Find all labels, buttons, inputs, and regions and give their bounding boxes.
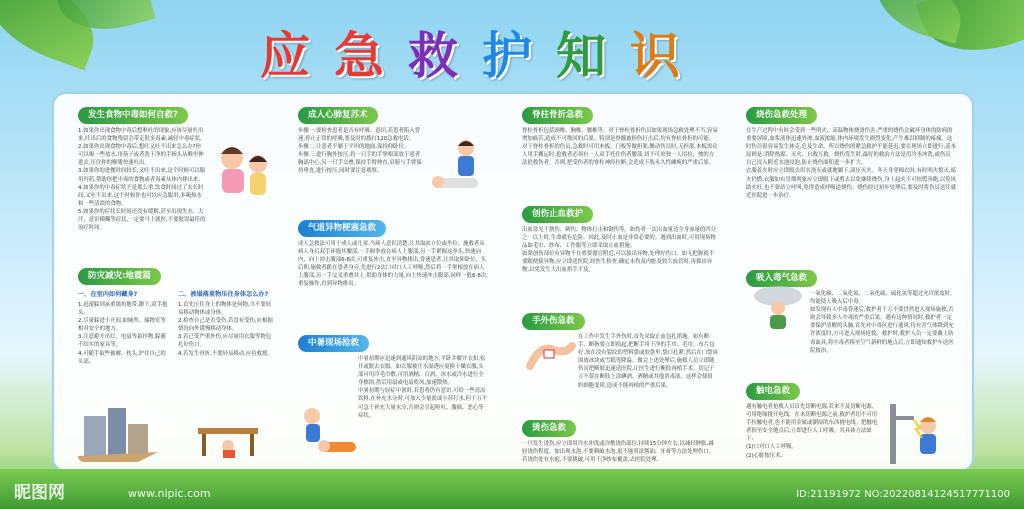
cpr-illustration bbox=[430, 136, 488, 196]
column-food-earthquake bbox=[78, 102, 274, 371]
watermark-logo: 昵图网 bbox=[14, 483, 65, 503]
heatstroke-text: 中暑初期应迅速到通风阴凉的地方,平卧并解开衣扣,松开或脱去衣服。如衣服被汗水湿透应更换干燥衣服,头部可用冷毛巾敷,可用酒精、白酒、冰水或冷水进行全身擦浴,然后用扇或电扇吹风,加速散热。 中暑初期与轻症中暑时,若患者仍有意识,可给一些清凉饮料,在补充水分时,可加入少量盐或小苏打水,但千万不可急于补充大量水分,否则会引起呕吐、腹痛、恶心等症状。 bbox=[358, 356, 488, 419]
earthquake-indoor-text: 1.迅速躲到承重墙角地带,蹲下,双手抱头。 2.尽量躲进小开间,如厕所、储物室等相对安全的地方。 3.注意避开吊灯、电扇等悬挂物,躲避不结实的家具等。 4.可随手取些被褥、枕头,护住自己的头部。 bbox=[78, 302, 168, 365]
earthquake-trapped-text: 1.首先压住身上的物体是何物,当不要轻易移动物体或身体。 2.检查自己是否受伤,若没有受伤,应根据情况向外缓慢移动身体。 3.若已受严重外伤,应尽量用衣服等物包扎好伤口。 4.若发生骨折,不要轻易移动,应待救援。 bbox=[178, 302, 273, 357]
spine-text: 脊柱骨折包括颈椎、胸椎、腰椎等。对于脊柱骨折伤员如果现场急救处理不当,容易增加痛苦,造成不可挽回的后果。特别是脊髓被损伤打击后,均有脊柱骨折的可能。对于脊柱骨折的伤员,急救时可用木板、门板等做担架,搬动伤员时,无担架,木板需众人用手搬运时,抢救者必须有一人双手托住伤者腰部,切不可单独一人用拉、拽的方法抢救伤者。否则,把受伤者的脊柱神经拉断,会造成下肢永久性瘫痪的严重后果。 bbox=[522, 128, 718, 167]
finger-illustration bbox=[526, 336, 576, 376]
section-heading-food-poison: 发生食物中毒如何自救? bbox=[78, 107, 188, 124]
earthquake-illustration bbox=[78, 402, 274, 462]
section-heading-choking: 气道异物梗塞急救 bbox=[298, 220, 386, 237]
section-heading-cpr: 成人心肺复苏术 bbox=[298, 107, 378, 124]
section-heading-scald: 烫伤急救 bbox=[522, 420, 576, 437]
column-burn-gas-electric bbox=[746, 102, 956, 483]
watermark-id: ID:21191972 NO:20220814124517771100 bbox=[796, 489, 1010, 500]
gas-illustration bbox=[748, 282, 808, 330]
section-heading-spine: 脊柱骨折急救 bbox=[522, 107, 593, 124]
food-poison-illustration bbox=[212, 136, 274, 206]
electric-illustration bbox=[886, 398, 954, 468]
earthquake-subheading-indoor: 一、在室内如何藏身? bbox=[78, 291, 138, 298]
gas-text: 一氧化碳、二氧化氮、二氧化硫、硫化氢等超过允许浓度时,均能使人吸入后中毒。 如发现有人中毒昏迷后,救护者千万不要冒然进入现场施救,否则会导致多人中毒的严重后果。遇有这种情况时,救护者一定要保护清醒的头脑,首先对中毒区进行通风,待有害气体降到允许浓度时,方可进入现场抢救。救护时,救护人员一定要戴上防毒面具,将中毒者移至空气新鲜的地点后,立即通知救护车送医院救治。 bbox=[810, 291, 954, 354]
title-char: 急 bbox=[334, 26, 384, 85]
cpr-text: 步骤一:要检查患者是否有呼吸、意识,若患者陷入昏迷,停止正常的呼吸,要及时的拨打120急救电话。 步骤二:让患者平躺于平坦的地面,保持仰卧位。 步骤三:进行胸外按压,将一只手的手掌根部放于患者胸部中心,另一只手交叠,保持手臂伸直,肩膀与手臂保持垂直,进行按压,同时要注意观察。 bbox=[298, 128, 422, 175]
page-title bbox=[255, 28, 685, 84]
burn-text: 在生产过程中有时会受到一些明火、高温物体烧烫伤害,严重的烧伤会破坏身体的防病的重要屏障,血浆液体迅速外渗,血液浓缩,体内环境发生剧烈变化,产生难以抑制的疼痛。这时伤员很容易发生休克,危及生命。所以烧伤的紧急救护不能延迟,要在现场立即进行,基本原则是:消除热源、灭火、自救互救。烧伤发生时,最好的救治方法是用冷水冲洗,或伤员自己浸入附近水池浸泡,防止烧伤面积进一步扩大。 衣服着火时应立即脱去用水浇灭或就地躺下,滚压灭火。冬天身穿棉衣时,有时明火熄灭,暗火仍燃,衣服如有冒烟现象应立即脱下或剪去以免继续烧伤,身上起火不可惊慌奔跑,以免风助火旺,也不要站立呼叫,免得造成呼吸道烧伤。烧伤经过初步处理后,要及时将伤员送往就近医院进一步治疗。 bbox=[746, 128, 956, 199]
electric-text: 遇有触电者抢救人员首先切断电源,若来不及切断电源,可用绝缘挑开电线。在未切断电源之前,救护者切不可用手拉触电者,也不能用金属或潮湿的东西挑电线。把触电者抬至安全地点后,立即进行人工呼吸。其具体方法如下: (1)口对口人工呼吸。 (2)心脏按压术。 bbox=[746, 404, 878, 459]
scald-text: 一旦发生烫伤,应立即用冷水冲洗或冷敷烫伤部位,持续15分钟左右,以减轻肿胀,减轻烫伤程度。如出现水泡,不要刺破水泡,更不能用涂酱油、牙膏等方法处理伤口。若烫伤处有水疱,不要挑破,可用干净纱布覆盖,去医院处理。 bbox=[522, 441, 715, 464]
choking-text: 成人急救法可用于成人或儿童,当病人意识清楚,让其取站立位或坐位。施救者从病人身后双手环抱其腰部,一手握拳放在病人上腹部,另一手紧握这拳头,快速向内、向上冲击腹部6-8次,可重复冲击,直至异物排出,昏迷患者,让其取仰卧位、头后仰,施救者跪在患者身旁,先进行2次口对口人工呼吸,然后将一手掌根放在病人上腹部,另一手交叉重叠其上,借助身体的力量,向上快速冲击腹部,同样一般6-8次,重复操作,直到异物排出。 bbox=[298, 241, 488, 288]
bleeding-text: 出血常见于割伤、刺伤、物体打击和钢伤等。如伤者一次出血量达全身血量的四分之一以上时,生命就有危险。因此,及时止血是非常必要的。遇到出血时,可用现场物品如毛巾、纱布、工作服等立即采取止血措施。 如果创伤部位有异物不在重要器官附近,可以拔出异物,处理好伤口。如无把握就不要随便拔异物,应立即送医院,经医生检查,确定未伤及内脏及较大血管时,再拔出异物,以免发生大出血措手不及。 bbox=[522, 227, 717, 274]
watermark-url: www.nipic.com bbox=[128, 487, 211, 500]
section-heading-burn: 烧伤急救处理 bbox=[746, 107, 817, 124]
column-cpr-choking-heat bbox=[298, 102, 488, 459]
title-char: 救 bbox=[408, 26, 458, 85]
food-poison-text: 1.如果你出现食物中毒后想呕吐的现象,应该尽量吐出来,吐出后的食物残留会带走很多毒素,减轻中毒症状。 2.如果你出现食物中毒后,想吐又吐不出来怎么办?你可以喝一些盐水,用筷子或者洗干净的手指头从喉里伸进去,压住你的喉咙快速吐出。 3.如果你的进餐时间较长,又吐不出来,这个时候可以服用泻药,帮助你把中毒的食物或者毒素从体内排出来。 4.如果你的中毒症状不是那么重,饮食时间过了太长时间,又吐不出来,这个时候你也可以应急服用,多喝热水和一些清淡的食物。 5.如果你的症状长时间还没有缓解,甚至出现失水、大汗、意识模糊等症状,一定要马上就医,不要耽误最佳的治疗时间。 bbox=[78, 128, 206, 232]
section-heading-bleeding: 创伤止血救护 bbox=[522, 206, 593, 223]
section-heading-finger: 手外伤急救 bbox=[522, 313, 585, 330]
content-panel bbox=[52, 92, 974, 472]
leaf-decoration bbox=[868, 0, 969, 44]
heatstroke-illustration bbox=[298, 402, 360, 462]
title-char: 护 bbox=[482, 26, 532, 85]
finger-text: 在工作中发生手外伤时,首先采取止血包扎措施。如有断手、断指要立即拾起,把断手用干净的手巾、毛巾、布片包好,放在没有裂纹的塑料袋或胶袋里,袋口扎紧,然后在口袋周围放冰块或雪糕等降温。做完上述处理后,施救人员立即随伤员把断肢迅速送医院,让医生进行断肢再植手术。切记千万不要在断肢上涂碘酒、酒精或其他消毒液。这样会使组织细胞变质,造成不能再植的严重后果。 bbox=[578, 334, 718, 389]
section-heading-gas: 吸入毒气急救 bbox=[746, 270, 817, 287]
section-heading-earthquake: 防灾减灾:地震篇 bbox=[78, 268, 161, 285]
earthquake-subheading-trapped: 二、被塌落重物压住身体怎么办? bbox=[178, 291, 269, 298]
title-char: 识 bbox=[630, 26, 680, 85]
section-heading-heatstroke: 中暑现场抢救 bbox=[298, 335, 369, 352]
title-char: 应 bbox=[260, 26, 310, 85]
column-spine-bleeding-hand-scald bbox=[522, 102, 718, 480]
section-heading-electric: 触电急救 bbox=[746, 383, 800, 400]
title-char: 知 bbox=[556, 26, 606, 85]
